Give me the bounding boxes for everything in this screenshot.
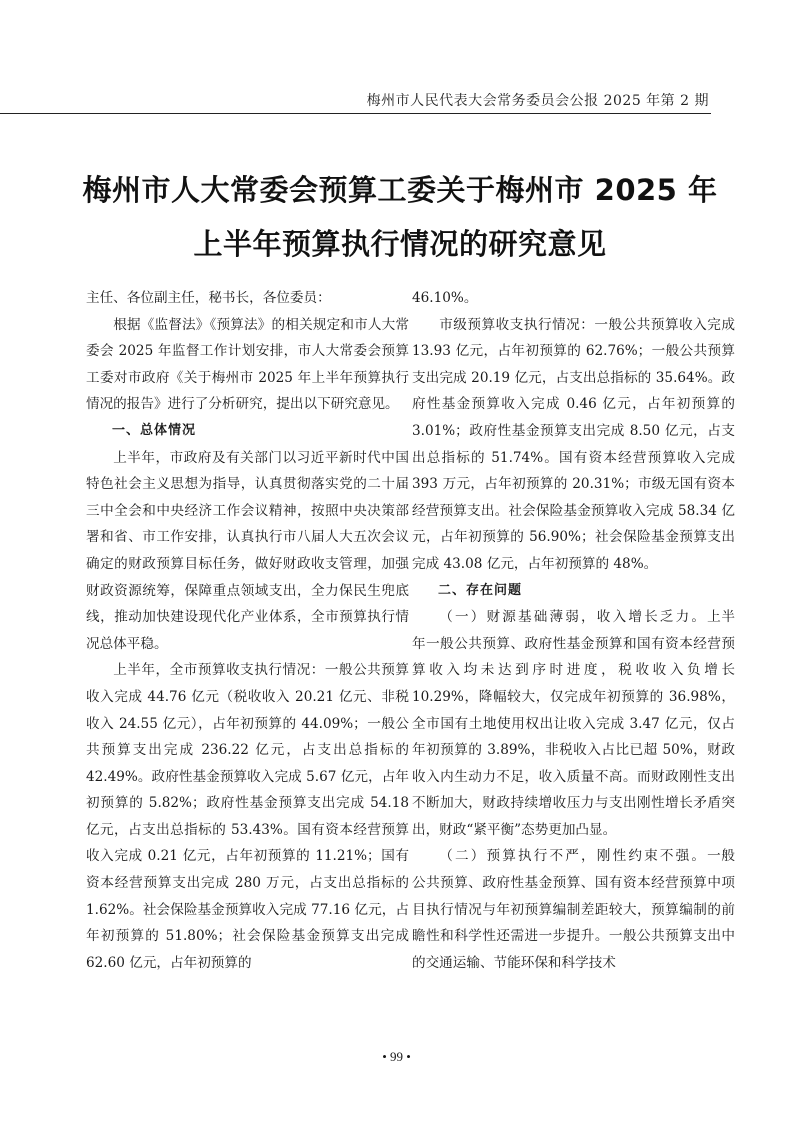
issue-paragraph-2 <box>412 843 735 976</box>
page-number: • 99 • <box>382 1049 411 1064</box>
intro-paragraph: 根据《监督法》《预算法》的相关规定和市人大常委会 2025 年监督工作计划安排，市人大常委会预算工委对市政府《关于梅州市 2025 年上半年预算执行情况的报告》进行了分析研究，提出以下研究意见。 <box>86 316 409 413</box>
issue-1-lead: （一）财源基础薄弱，收入增长乏力。 <box>439 609 708 626</box>
city-budget-paragraph-continued: 46.10%。 <box>412 290 478 306</box>
salutation: 主任、各位副主任，秘书长，各位委员： <box>86 290 331 306</box>
right-column <box>412 285 735 976</box>
overall-paragraph: 上半年，市政府及有关部门以习近平新时代中国特色社会主义思想为指导，认真贯彻落实党的二十届三中全会和中央经济工作会议精神，按照中央决策部署和省、市工作安排，认真执行市八届人大五次会议确定的财政预算目标任务，做好财政收支管理，加强财政资源统筹，保障重点领域支出，全力保民生兜底线，推动加快建设现代化产业体系，全市预算执行情况总体平稳。 <box>86 449 409 652</box>
document-title-line2: 上半年预算执行情况的研究意见 <box>193 227 607 261</box>
municipal-budget-paragraph: 市级预算收支执行情况：一般公共预算收入完成 13.93 亿元，占年初预算的 62.76%；一般公共预算支出完成 20.19 亿元，占支出总指标的 35.64%。政府性基金预算收入完成 0.46 亿元，占年初预算的 3.01%；政府性基金预算支出完成 8.50 亿元，占支出总指标的 51.74%。国有资本经营预算收入完成 393 万元，占年初预算的 20.31%；市级无国有资本经营预算支出。社会保险基金预算收入完成 58.34 亿元，占年初预算的 56.90%；社会保险基金预算支出完成 43.08 亿元，占年初预算的 48%。 <box>412 316 735 572</box>
running-head <box>0 90 711 114</box>
issue-2-lead: （二）预算执行不严，刚性约束不强。 <box>439 848 708 865</box>
document-title-line1: 梅州市人大常委会预算工委关于梅州市 2025 年 <box>82 173 718 207</box>
issue-1-text: 上半年一般公共预算、政府性基金预算和国有资本经营预算收入均未达到序时进度，税收收入负增长 10.29%，降幅较大，仅完成年初预算的 36.98%，全市国有土地使用权出让收入完成 3.47 亿元，仅占年初预算的 3.89%，非税收入占比已超 50%，财政收入内生动力不足，收入质量不高。而财政刚性支出不断加大，财政持续增收压力与支出刚性增长矛盾突出，财政“紧平衡”态势更加凸显。 <box>412 609 736 838</box>
section-heading-overall: 一、总体情况 <box>112 422 197 438</box>
section-heading-issues: 二、存在问题 <box>438 582 523 598</box>
issue-2-text: 一般公共预算、政府性基金预算、国有资本经营预算中项目执行情况与年初预算编制差距较大，预算编制的前瞻性和科学性还需进一步提升。一般公共预算支出中的交通运输、节能环保和科学技术 <box>412 848 736 971</box>
city-budget-paragraph: 上半年，全市预算收支执行情况：一般公共预算收入完成 44.76 亿元（税收收入 20.21 亿元、非税收入 24.55 亿元），占年初预算的 44.09%；一般公共预算支出完成 236.22 亿元，占支出总指标的 42.49%。政府性基金预算收入完成 5.67 亿元，占年初预算的 5.82%；政府性基金预算支出完成 54.18 亿元，占支出总指标的 53.43%。国有资本经营预算收入完成 0.21 亿元，占年初预算的 11.21%；国有资本经营预算支出完成 280 万元，占支出总指标的 1.62%。社会保险基金预算收入完成 77.16 亿元，占年初预算的 51.80%；社会保险基金预算支出完成 62.60 亿元，占年初预算的 <box>86 662 409 971</box>
issue-paragraph-1 <box>412 604 735 843</box>
journal-issue: 梅州市人民代表大会常务委员会公报 2025 年第 2 期 <box>366 93 709 109</box>
left-column <box>86 285 409 976</box>
